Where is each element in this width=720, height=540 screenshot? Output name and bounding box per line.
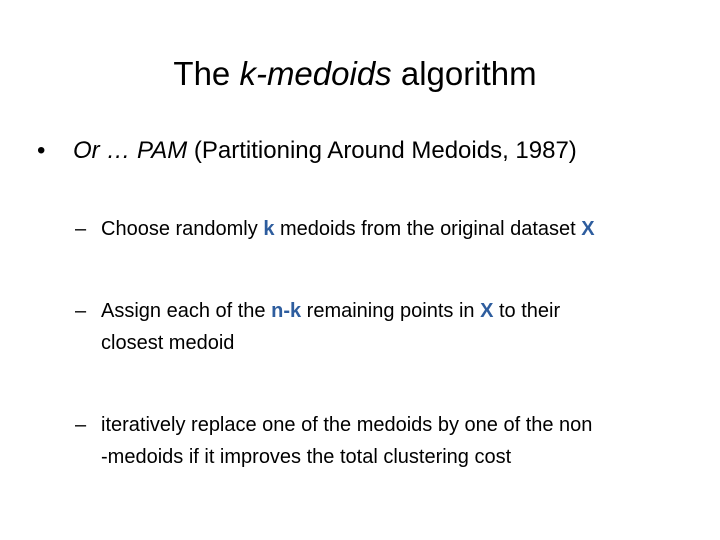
step-line [101,295,705,327]
step-text [101,213,705,245]
step-assign-points [75,295,705,359]
title-emphasis: k-medoids [239,55,392,92]
step-marker: – [75,300,87,322]
title-prefix: The [173,55,240,92]
var-x: X [581,218,595,240]
step-marker: – [75,218,87,240]
title-suffix: algorithm [391,55,537,92]
step-text [101,409,705,473]
step-marker: – [75,414,87,436]
text-run: remaining points in [301,300,481,322]
var-n-k: n-k [271,300,302,322]
step-choose-medoids [75,213,705,245]
text-run: Choose randomly [101,218,264,240]
step-text [101,295,705,359]
text-run: to their [493,300,561,322]
bullet-emphasis: Or … PAM [73,137,188,164]
text-run: medoids from the original dataset [274,218,582,240]
var-k: k [263,218,275,240]
step-line [101,213,705,245]
bullet-text [73,133,577,169]
bullet-rest: (Partitioning Around Medoids, 1987) [187,137,577,164]
bullet-marker: • [37,137,46,164]
step-replace-medoids [75,409,705,473]
step-line: -medoids if it improves the total clustering cost [101,446,512,468]
step-line: iteratively replace one of the medoids by one of the non [101,414,593,436]
step-line: closest medoid [101,332,235,354]
var-x: X [480,300,494,322]
slide-title [0,52,710,96]
text-run: Assign each of the [101,300,272,322]
